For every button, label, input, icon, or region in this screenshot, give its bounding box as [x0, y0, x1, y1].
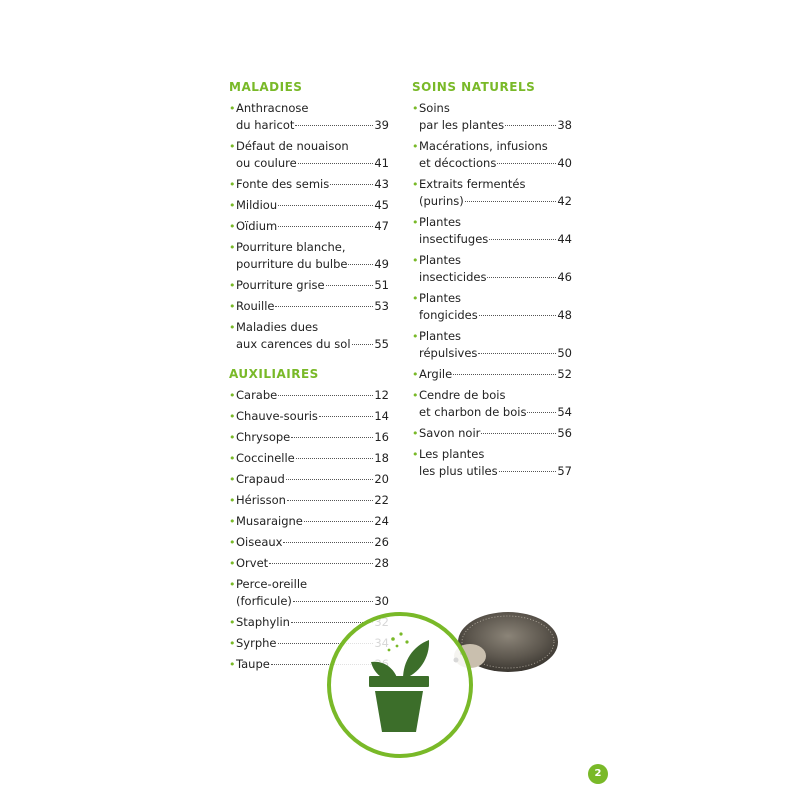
toc-entry-body: [419, 290, 572, 324]
toc-entry-title-line: Plantes: [419, 215, 462, 229]
toc-entry-row: [236, 277, 389, 294]
toc-entry-body: [236, 277, 389, 294]
toc-entry[interactable]: [229, 576, 389, 610]
toc-entry-body: [236, 298, 389, 315]
toc-page-number: 50: [557, 346, 572, 360]
pot-rim: [369, 676, 429, 687]
toc-entry-title: Chrysope: [236, 430, 291, 444]
toc-entry-title: ou coulure: [236, 156, 297, 170]
toc-page-number: 54: [557, 405, 572, 419]
toc-entry-body: [419, 366, 572, 383]
toc-entry-title: et décoctions: [419, 156, 497, 170]
bullet-icon: •: [412, 216, 419, 229]
toc-entry-title: Rouille: [236, 299, 275, 313]
toc-entry-body: [236, 218, 389, 235]
dot-leader: [296, 458, 374, 459]
toc-entry-row: [236, 593, 389, 610]
toc-entry[interactable]: [229, 298, 389, 315]
toc-entry-row: [236, 408, 389, 425]
dot-leader: [453, 374, 556, 375]
toc-entry-body: [236, 176, 389, 193]
toc-entry[interactable]: [229, 387, 389, 404]
toc-page-number: 57: [557, 464, 572, 478]
section-title-soins-naturels: SOINS NATURELS: [412, 80, 536, 94]
toc-entry-body: [236, 534, 389, 551]
toc-entry-body: [419, 214, 572, 248]
toc-entry[interactable]: [412, 252, 572, 286]
dot-leader: [293, 601, 373, 602]
toc-entry-body: [419, 100, 572, 134]
toc-entry-title: pourriture du bulbe: [236, 257, 348, 271]
toc-entry[interactable]: [229, 176, 389, 193]
toc-entry-row: [236, 471, 389, 488]
toc-entry-body: [236, 555, 389, 572]
toc-page-number: 51: [374, 278, 389, 292]
toc-entry-row: [236, 117, 389, 134]
toc-page-number: 20: [374, 472, 389, 486]
bullet-icon: •: [412, 178, 419, 191]
toc-entry-row: [236, 513, 389, 530]
toc-page-number: 45: [374, 198, 389, 212]
toc-page-number: 48: [557, 308, 572, 322]
dot-leader: [269, 563, 373, 564]
right-leaf: [403, 640, 429, 679]
toc-entry[interactable]: [412, 328, 572, 362]
toc-entry-body: [236, 239, 389, 273]
dot-leader: [283, 542, 373, 543]
dot-leader: [278, 205, 373, 206]
toc-entry-body: [419, 176, 572, 210]
toc-entry-row: [236, 176, 389, 193]
section-title-auxiliaires: AUXILIAIRES: [229, 367, 319, 381]
toc-entry-title-line: Cendre de bois: [419, 388, 506, 402]
dot-leader: [478, 353, 556, 354]
bullet-icon: •: [229, 637, 236, 650]
bullet-icon: •: [229, 494, 236, 507]
bullet-icon: •: [229, 410, 236, 423]
toc-entry-title: Oïdium: [236, 219, 278, 233]
section-title-maladies: MALADIES: [229, 80, 303, 94]
toc-entry-row: [236, 197, 389, 214]
bullet-icon: •: [412, 102, 419, 115]
bullet-icon: •: [229, 102, 236, 115]
dot-leader: [487, 277, 556, 278]
toc-entry[interactable]: [229, 492, 389, 509]
toc-entry-title: par les plantes: [419, 118, 505, 132]
toc-entry-title-line: Pourriture blanche,: [236, 240, 346, 254]
toc-right-column: [412, 79, 572, 484]
toc-page-number: 16: [374, 430, 389, 444]
bullet-icon: •: [229, 178, 236, 191]
toc-entry-body: [236, 100, 389, 134]
dot-leader: [505, 125, 556, 126]
toc-page-number: 28: [374, 556, 389, 570]
toc-page-number: 52: [557, 367, 572, 381]
toc-entry-title: du haricot: [236, 118, 295, 132]
toc-entry-title: Chauve-souris: [236, 409, 318, 423]
toc-page-number: 46: [557, 270, 572, 284]
section-maladies: [229, 79, 389, 353]
bullet-icon: •: [412, 368, 419, 381]
toc-entry-body: [419, 387, 572, 421]
dot-leader: [319, 416, 373, 417]
dot-leader: [348, 264, 373, 265]
toc-entry[interactable]: [229, 218, 389, 235]
toc-entry-row: [236, 387, 389, 404]
bullet-icon: •: [229, 431, 236, 444]
toc-entry-title: insectifuges: [419, 232, 489, 246]
toc-entry-title: insecticides: [419, 270, 487, 284]
toc-entry-row: [419, 404, 572, 421]
toc-entry[interactable]: [229, 429, 389, 446]
toc-entry-title: Fonte des semis: [236, 177, 330, 191]
bullet-icon: •: [229, 300, 236, 313]
toc-entry-body: [236, 450, 389, 467]
toc-entry-body: [419, 252, 572, 286]
dot-leader: [287, 500, 373, 501]
toc-page-number: 18: [374, 451, 389, 465]
toc-entry-row: [236, 256, 389, 273]
toc-entry[interactable]: [412, 176, 572, 210]
toc-entry-title-line: Maladies dues: [236, 320, 319, 334]
bullet-icon: •: [229, 658, 236, 671]
toc-entry-body: [236, 492, 389, 509]
toc-entry-title: fongicides: [419, 308, 478, 322]
toc-entry[interactable]: [229, 471, 389, 488]
toc-entry-title: Musaraigne: [236, 514, 303, 528]
toc-entry-body: [236, 319, 389, 353]
toc-entry-row: [236, 298, 389, 315]
bullet-icon: •: [229, 241, 236, 254]
dot-leader: [291, 437, 373, 438]
bullet-icon: •: [229, 199, 236, 212]
dot-leader: [465, 201, 557, 202]
bullet-icon: •: [412, 427, 419, 440]
toc-entry[interactable]: [412, 425, 572, 442]
toc-page-number: 44: [557, 232, 572, 246]
dot-leader: [499, 471, 557, 472]
toc-entry[interactable]: [229, 450, 389, 467]
toc-entry-row: [419, 307, 572, 324]
bullet-icon: •: [229, 473, 236, 486]
toc-entry-title: et charbon de bois: [419, 405, 527, 419]
toc-entry-title: Pourriture grise: [236, 278, 325, 292]
bullet-icon: •: [229, 140, 236, 153]
toc-entry-title: les plus utiles: [419, 464, 498, 478]
toc-entry-title-line: Macérations, infusions: [419, 139, 548, 153]
toc-page-number: 38: [557, 118, 572, 132]
section-soins-naturels: [412, 79, 572, 480]
toc-entry-row: [236, 492, 389, 509]
toc-entry[interactable]: [229, 138, 389, 172]
toc-entry-row: [236, 429, 389, 446]
toc-entry-title: Carabe: [236, 388, 278, 402]
toc-entry-title: (forficule): [236, 594, 292, 608]
bullet-icon: •: [229, 578, 236, 591]
toc-left-column: [229, 79, 389, 677]
toc-entry-row: [419, 155, 572, 172]
toc-entry-body: [419, 138, 572, 172]
toc-entry-title-line: Défaut de nouaison: [236, 139, 349, 153]
toc-page-number: 14: [374, 409, 389, 423]
toc-entry[interactable]: [412, 100, 572, 134]
toc-entry[interactable]: [229, 239, 389, 273]
toc-entry-body: [236, 513, 389, 530]
toc-page-number: 53: [374, 299, 389, 313]
toc-page-number: 56: [557, 426, 572, 440]
toc-entry-title-line: Plantes: [419, 291, 462, 305]
toc-entry-body: [419, 446, 572, 480]
toc-page-number: 40: [557, 156, 572, 170]
toc-entry-title: Orvet: [236, 556, 269, 570]
dot-leader: [527, 412, 556, 413]
section-soins-naturels-entries: [412, 100, 572, 480]
toc-entry[interactable]: [412, 446, 572, 480]
plant-pot-logo-icon: [327, 612, 473, 758]
toc-page-number: 39: [374, 118, 389, 132]
dot-leader: [295, 125, 373, 126]
toc-entry-title-line: Plantes: [419, 329, 462, 343]
dot-leader: [278, 395, 373, 396]
toc-page-number: 49: [374, 257, 389, 271]
page-number-badge: 2: [588, 764, 608, 784]
toc-entry[interactable]: [229, 408, 389, 425]
pot-body: [375, 691, 423, 732]
bullet-icon: •: [229, 616, 236, 629]
toc-entry-title: aux carences du sol: [236, 337, 351, 351]
toc-entry-title: Oiseaux: [236, 535, 283, 549]
toc-page-number: 42: [557, 194, 572, 208]
toc-entry-row: [419, 231, 572, 248]
toc-entry-row: [419, 193, 572, 210]
toc-entry[interactable]: [229, 555, 389, 572]
section-maladies-entries: [229, 100, 389, 353]
toc-page-number: 26: [374, 535, 389, 549]
toc-entry-title: Crapaud: [236, 472, 285, 486]
toc-entry-title-line: Perce-oreille: [236, 577, 308, 591]
toc-entry-row: [236, 336, 389, 353]
dot-leader: [326, 285, 374, 286]
toc-entry-row: [236, 555, 389, 572]
toc-page-number: 41: [374, 156, 389, 170]
toc-entry-row: [419, 366, 572, 383]
bullet-icon: •: [412, 254, 419, 267]
bullet-icon: •: [229, 452, 236, 465]
toc-entry-body: [419, 425, 572, 442]
toc-entry[interactable]: [412, 138, 572, 172]
toc-entry-title-line: Les plantes: [419, 447, 485, 461]
toc-entry-row: [419, 269, 572, 286]
toc-entry-body: [236, 387, 389, 404]
toc-entry-body: [236, 429, 389, 446]
toc-entry[interactable]: [229, 513, 389, 530]
dot-leader: [330, 184, 373, 185]
toc-page-number: 24: [374, 514, 389, 528]
toc-entry-title: Taupe: [236, 657, 270, 671]
dot-leader: [479, 315, 557, 316]
bullet-icon: •: [412, 389, 419, 402]
toc-entry-body: [236, 197, 389, 214]
dot-leader: [352, 344, 374, 345]
toc-entry-title: Argile: [419, 367, 453, 381]
toc-entry-title: répulsives: [419, 346, 478, 360]
toc-entry[interactable]: [229, 100, 389, 134]
toc-entry-title-line: Plantes: [419, 253, 462, 267]
toc-entry[interactable]: [412, 290, 572, 324]
bullet-icon: •: [229, 536, 236, 549]
bullet-icon: •: [229, 279, 236, 292]
dot-leader: [481, 433, 556, 434]
toc-entry[interactable]: [412, 214, 572, 248]
toc-entry-title: Mildiou: [236, 198, 278, 212]
toc-page-number: 30: [374, 594, 389, 608]
bullet-icon: •: [229, 389, 236, 402]
toc-entry[interactable]: [412, 387, 572, 421]
toc-entry-row: [419, 425, 572, 442]
toc-entry-row: [419, 117, 572, 134]
toc-entry[interactable]: [412, 366, 572, 383]
bullet-icon: •: [229, 515, 236, 528]
dot-leader: [275, 306, 373, 307]
toc-entry-row: [236, 450, 389, 467]
toc-entry-row: [236, 534, 389, 551]
dot-leader: [497, 163, 556, 164]
dot-leader: [286, 479, 374, 480]
toc-entry-row: [236, 218, 389, 235]
toc-entry-row: [419, 463, 572, 480]
toc-entry[interactable]: [229, 277, 389, 294]
dot-leader: [304, 521, 373, 522]
dot-leader: [278, 226, 373, 227]
toc-entry-title: (purins): [419, 194, 464, 208]
toc-entry-body: [236, 408, 389, 425]
bullet-icon: •: [412, 330, 419, 343]
toc-page-number: 43: [374, 177, 389, 191]
toc-entry-title-line: Soins: [419, 101, 450, 115]
bullet-icon: •: [412, 448, 419, 461]
toc-entry-body: [236, 576, 389, 610]
bullet-icon: •: [412, 140, 419, 153]
toc-page-number: 47: [374, 219, 389, 233]
bullet-icon: •: [229, 220, 236, 233]
toc-entry-title: Savon noir: [419, 426, 481, 440]
toc-page-number: 22: [374, 493, 389, 507]
toc-entry-title: Syrphe: [236, 636, 277, 650]
toc-entry-body: [236, 471, 389, 488]
toc-entry-title-line: Extraits fermentés: [419, 177, 526, 191]
toc-entry[interactable]: [229, 197, 389, 214]
toc-entry-title: Coccinelle: [236, 451, 295, 465]
toc-entry[interactable]: [229, 534, 389, 551]
toc-entry-row: [419, 345, 572, 362]
toc-entry-title: Staphylin: [236, 615, 290, 629]
toc-entry-body: [236, 138, 389, 172]
bullet-icon: •: [229, 321, 236, 334]
dot-leader: [298, 163, 374, 164]
toc-entry-row: [236, 155, 389, 172]
toc-page-number: 55: [374, 337, 389, 351]
dot-leader: [489, 239, 556, 240]
toc-entry-title: Hérisson: [236, 493, 286, 507]
toc-entry-title-line: Anthracnose: [236, 101, 309, 115]
toc-page-number: 12: [374, 388, 389, 402]
bullet-icon: •: [229, 557, 236, 570]
toc-entry-body: [419, 328, 572, 362]
toc-entry[interactable]: [229, 319, 389, 353]
bullet-icon: •: [412, 292, 419, 305]
